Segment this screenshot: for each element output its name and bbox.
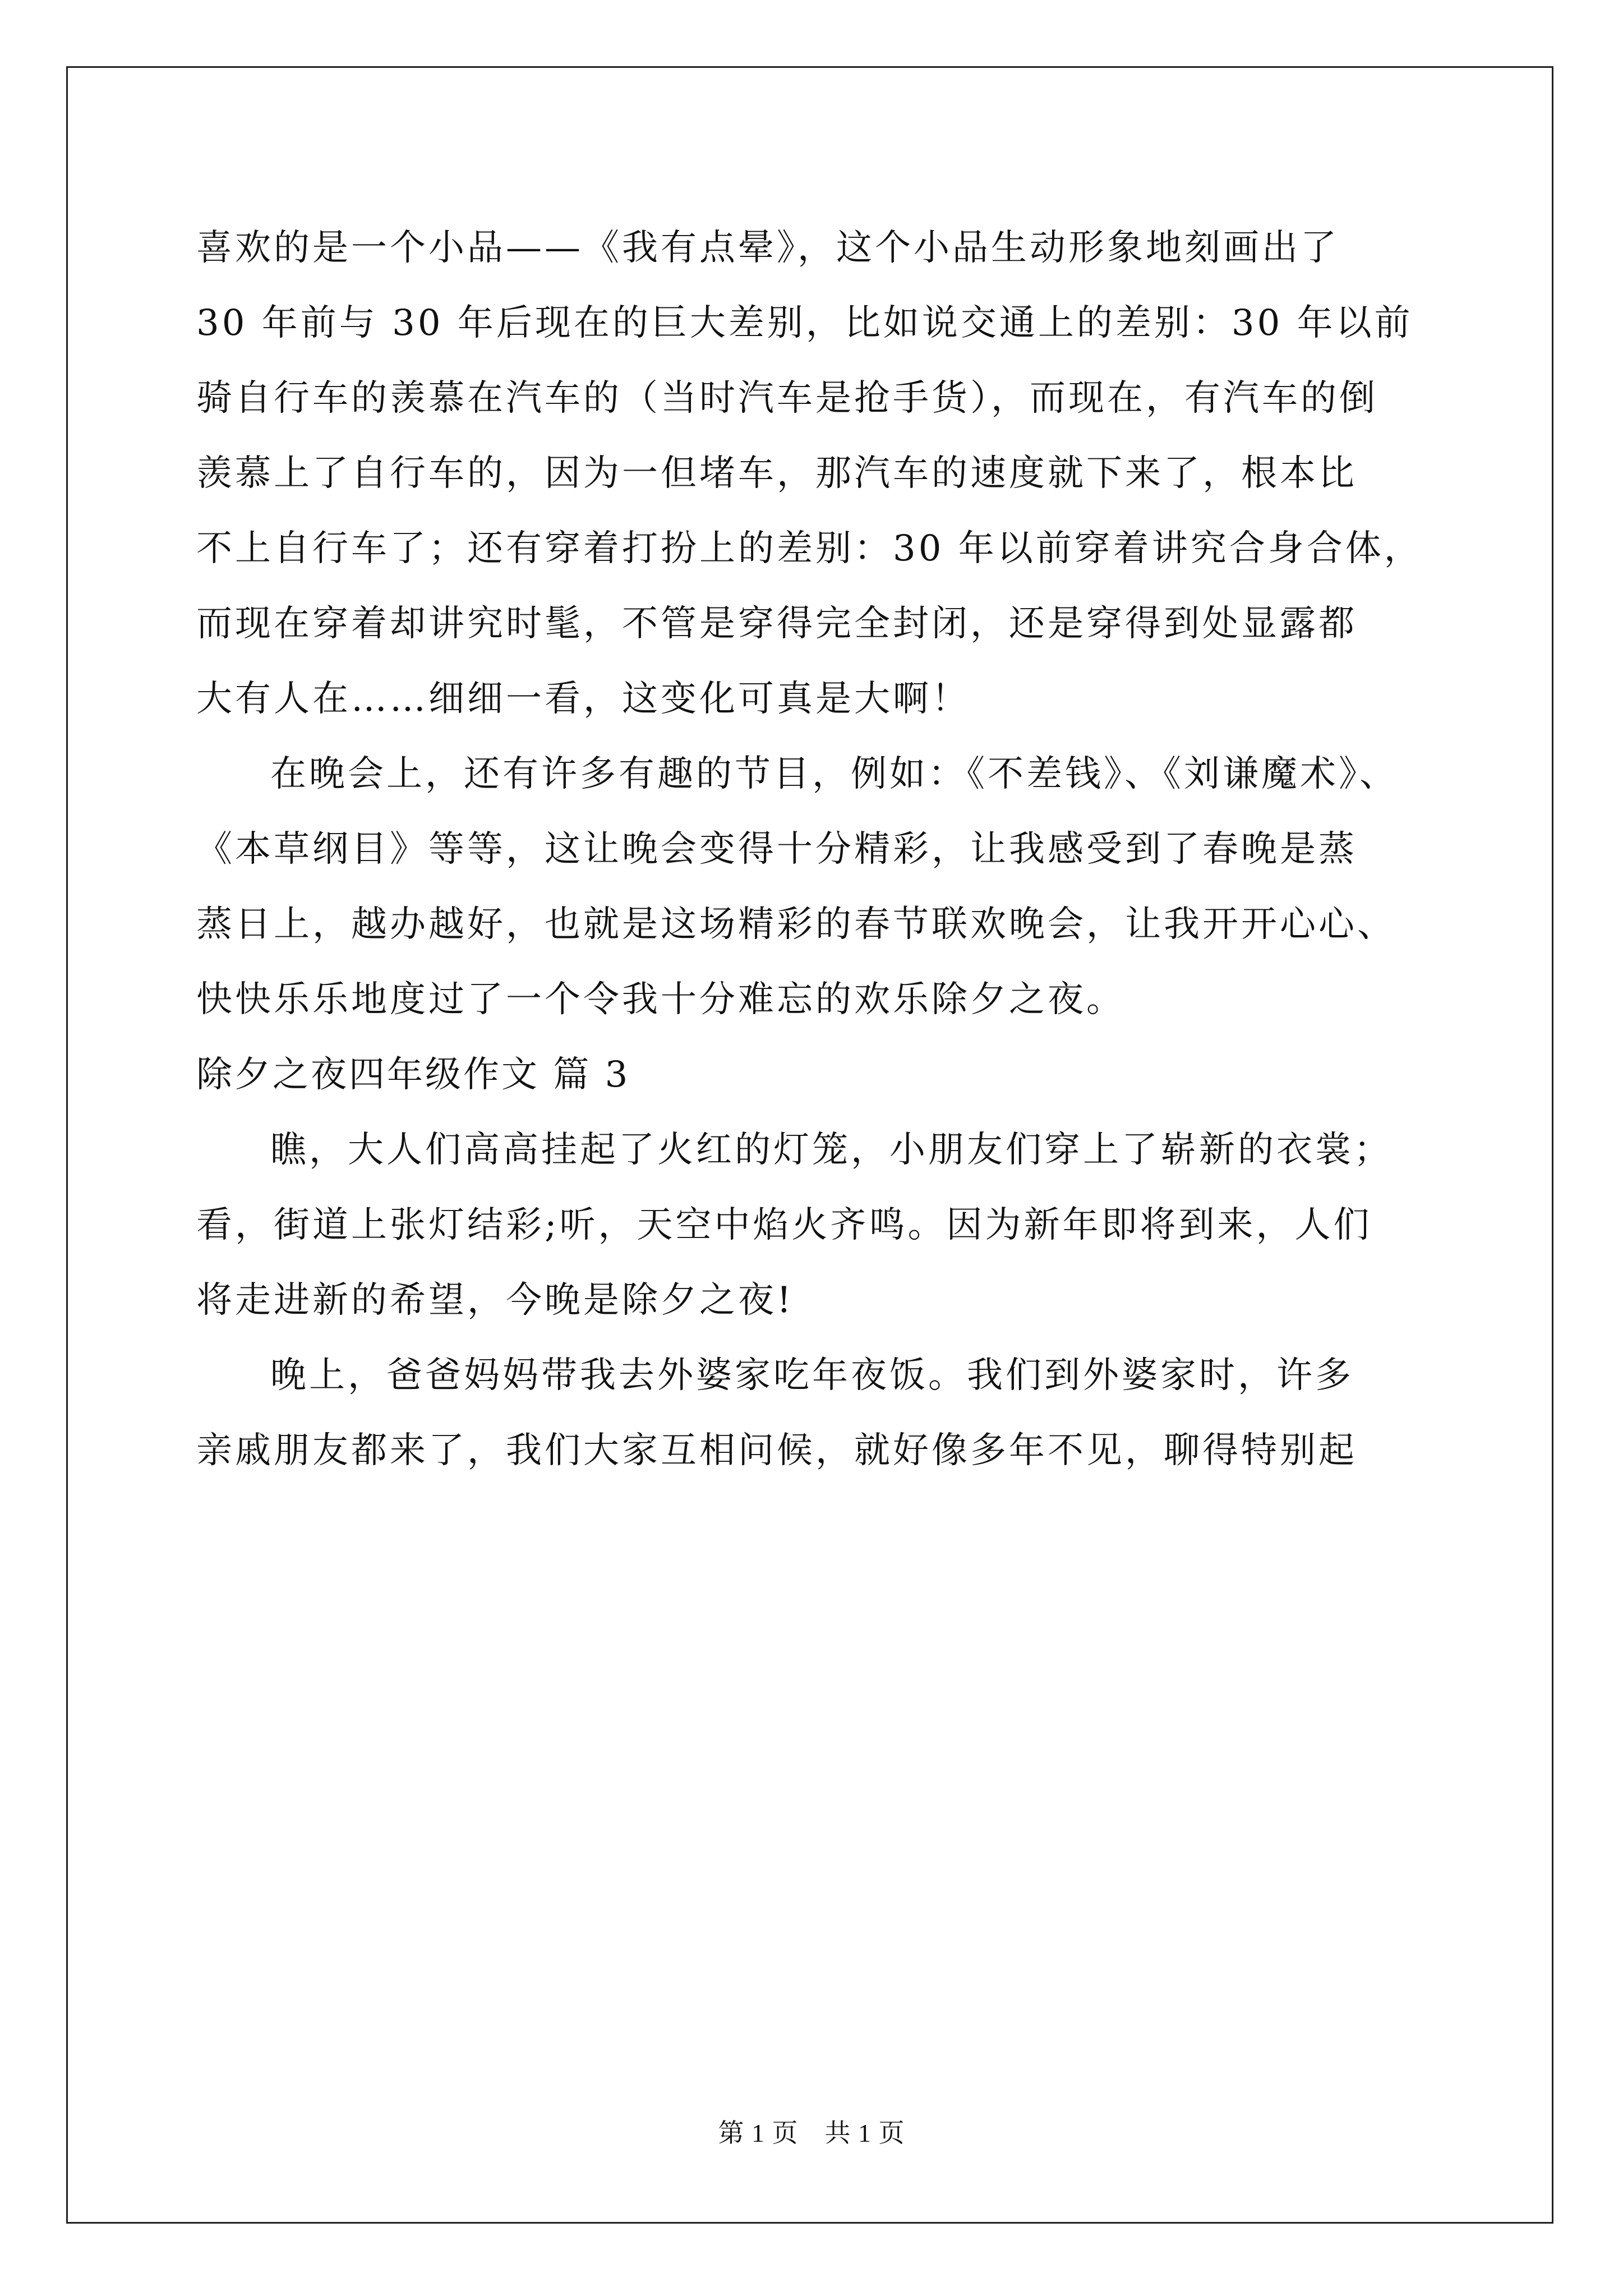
text-line: 不上自行车了；还有穿着打扮上的差别：30 年以前穿着讲究合身合体， — [196, 528, 1423, 569]
text-line: 蒸日上，越办越好，也就是这场精彩的春节联欢晚会，让我开开心心、 — [196, 904, 1396, 945]
paragraph-first-line: 瞧，大人们高高挂起了火红的灯笼，小朋友们穿上了崭新的衣裳； — [270, 1129, 1393, 1171]
section-heading: 除夕之夜四年级作文 篇 3 — [196, 1054, 630, 1096]
page-footer: 第 1 页 共 1 页 — [718, 2119, 905, 2147]
document-body — [196, 210, 1430, 1488]
paragraph-first-line: 晚上，爸爸妈妈带我去外婆家吃年夜饭。我们到外婆家时，许多 — [270, 1355, 1354, 1396]
text-line: 而现在穿着却讲究时髦，不管是穿得完全封闭，还是穿得到处显露都 — [196, 603, 1357, 645]
text-line: 30 年前与 30 年后现在的巨大差别，比如说交通上的差别：30 年以前 — [196, 302, 1413, 344]
text-line: 大有人在……细细一看，这变化可真是大啊！ — [196, 678, 970, 720]
text-line: 骑自行车的羡慕在汽车的（当时汽车是抢手货），而现在，有汽车的倒 — [196, 378, 1378, 419]
text-line: 亲戚朋友都来了，我们大家互相问候，就好像多年不见，聊得特别起 — [196, 1430, 1357, 1471]
paragraph-first-line: 在晚会上，还有许多有趣的节目，例如：《不差钱》、《刘谦魔术》、 — [270, 753, 1398, 795]
text-line: 《本草纲目》等等，这让晚会变得十分精彩，让我感受到了春晚是蒸 — [196, 829, 1357, 870]
text-line: 喜欢的是一个小品——《我有点晕》，这个小品生动形象地刻画出了 — [196, 227, 1339, 269]
text-line: 将走进新的希望，今晚是除夕之夜! — [196, 1280, 794, 1321]
text-line: 羡慕上了自行车的，因为一但堵车，那汽车的速度就下来了，根本比 — [196, 453, 1357, 494]
text-line: 看，街道上张灯结彩;听，天空中焰火齐鸣。因为新年即将到来，人们 — [196, 1204, 1372, 1246]
text-line: 快快乐乐地度过了一个令我十分难忘的欢乐除夕之夜。 — [196, 979, 1125, 1020]
